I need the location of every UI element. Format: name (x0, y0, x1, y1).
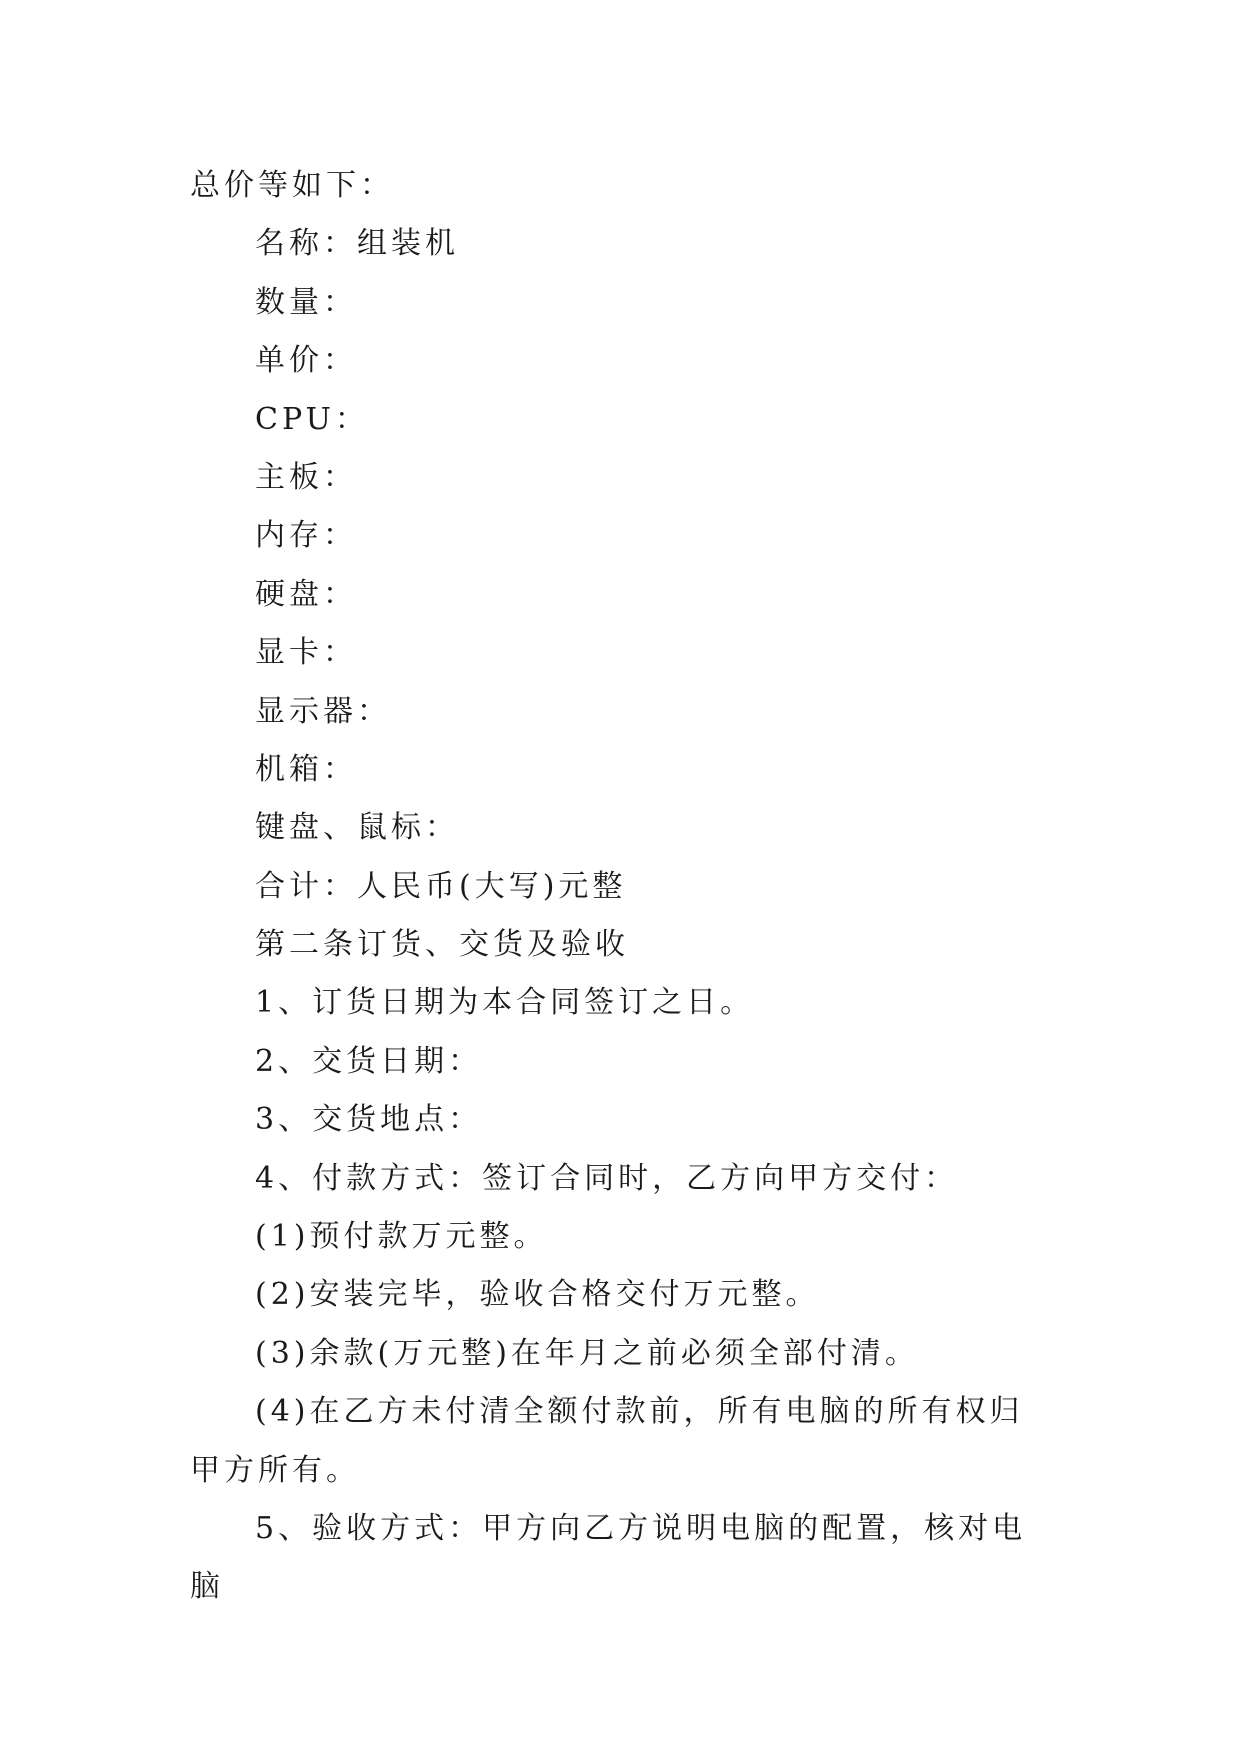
clause-4-4: (4)在乙方未付清全额付款前，所有电脑的所有权归甲方所有。 (190, 1394, 1024, 1488)
intro-line: 总价等如下： (190, 168, 394, 203)
item-name: 名称：组装机 (255, 226, 459, 262)
item-monitor: 显示器： (255, 693, 391, 729)
clause-4: 4、付款方式：签订合同时，乙方向甲方交付： (255, 1160, 959, 1196)
clause-3: 3、交货地点： (255, 1102, 483, 1138)
item-unit-price: 单价： (255, 343, 357, 379)
clause-5: 5、验收方式：甲方向乙方说明电脑的配置，核对电脑 (190, 1511, 1027, 1605)
item-case: 机箱： (255, 751, 357, 787)
section-title: 第二条订货、交货及验收 (255, 927, 629, 963)
item-quantity: 数量： (255, 284, 357, 320)
clause-2: 2、交货日期： (255, 1043, 483, 1079)
clause-4-3: (3)余款(万元整)在年月之前必须全部付清。 (255, 1335, 919, 1371)
document-body (190, 157, 1050, 1617)
clause-4-1: (1)预付款万元整。 (255, 1219, 548, 1255)
clause-4-2: (2)安装完毕，验收合格交付万元整。 (255, 1277, 820, 1313)
clause-1: 1、订货日期为本合同签订之日。 (255, 985, 755, 1021)
item-cpu: CPU： (255, 401, 369, 437)
item-memory: 内存： (255, 518, 357, 554)
item-motherboard: 主板： (255, 459, 357, 495)
item-hard-disk: 硬盘： (255, 576, 357, 612)
item-total: 合计：人民币(大写)元整 (255, 868, 627, 904)
item-keyboard-mouse: 键盘、鼠标： (255, 810, 459, 846)
item-graphics-card: 显卡： (255, 635, 357, 671)
